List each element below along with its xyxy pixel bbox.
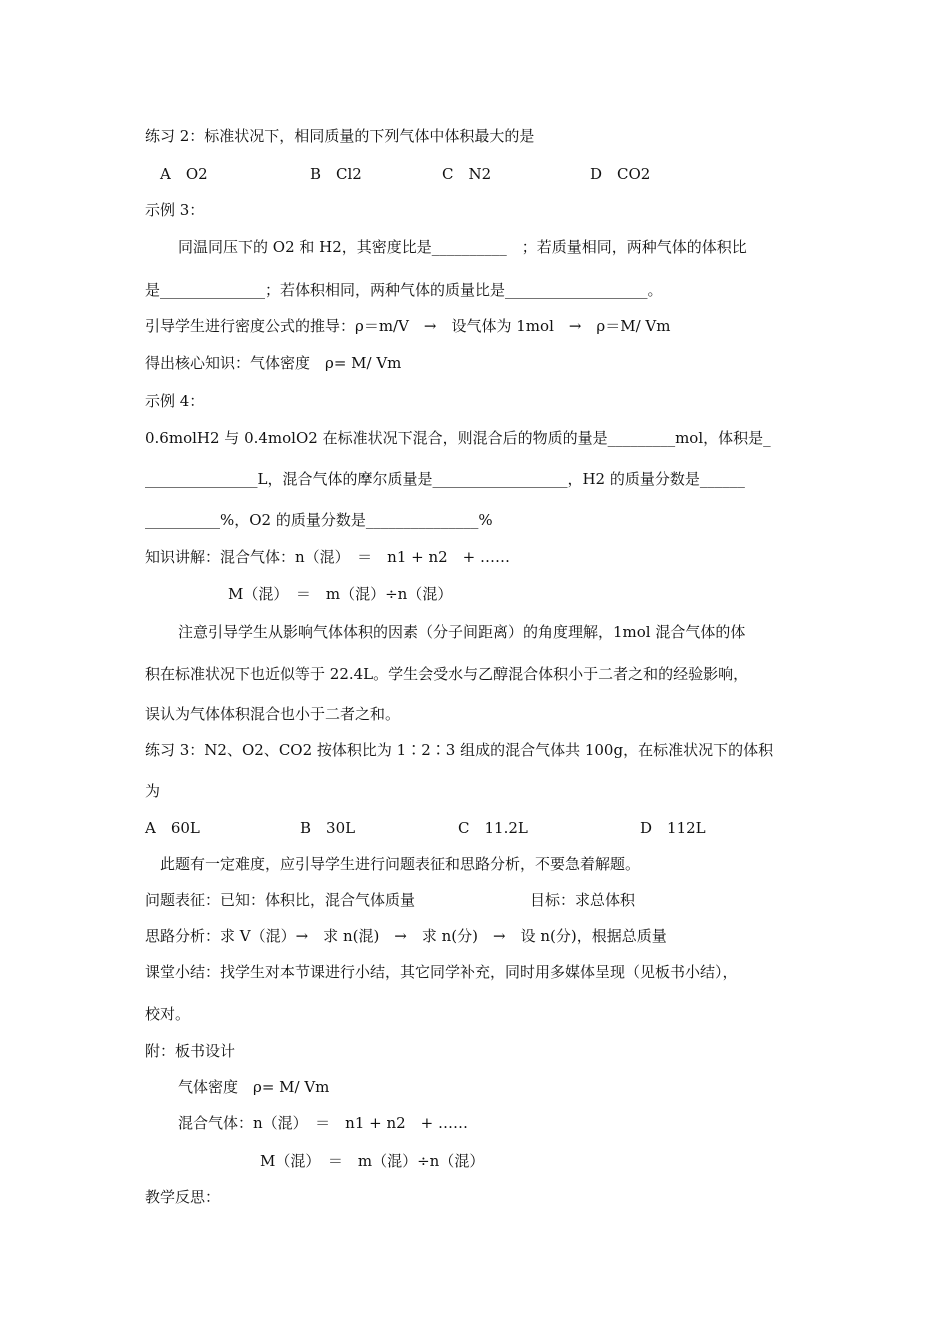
sample3-line2: 是______________；若体积相同，两种气体的质量比是___________________。	[145, 281, 663, 299]
board-mixed-gas-m: M（混） ＝ m（混）÷n（混）	[260, 1152, 485, 1170]
board-design-title: 附：板书设计	[145, 1042, 236, 1060]
exercise2-option-d: D CO2	[590, 165, 651, 183]
exercise2-option-c: C N2	[442, 165, 492, 183]
teaching-note-line2: 积在标准状况下也近似等于 22.4L。学生会受水与乙醇混合体积小于二者之和的经验影响，	[145, 665, 749, 683]
problem-representation: 问题表征：已知：体积比，混合气体质量	[145, 891, 416, 909]
sample4-line1: 0.6molH2 与 0.4molO2 在标准状况下混合，则混合后的物质的量是_________mol，体积是_	[145, 429, 771, 447]
exercise2-option-b: B Cl2	[310, 165, 362, 183]
exercise2-option-a: A O2	[160, 165, 208, 183]
density-derivation: 引导学生进行密度公式的推导：ρ＝m/V → 设气体为 1mol → ρ＝M/ Vm	[145, 317, 671, 335]
teaching-reflection: 教学反思：	[145, 1188, 221, 1206]
exercise3-question: 练习 3：N2、O2、CO2 按体积比为 1∶2∶3 组成的混合气体共 100g，在标准状况下的体积	[145, 741, 774, 759]
teaching-note-line1: 注意引导学生从影响气体体积的因素（分子间距离）的角度理解，1mol 混合气体的体	[178, 623, 746, 641]
board-density: 气体密度 ρ= M/ Vm	[178, 1078, 330, 1096]
sample3-title: 示例 3：	[145, 201, 205, 219]
class-summary-line2: 校对。	[145, 1005, 191, 1023]
knowledge-mixed-gas-n: 知识讲解：混合气体：n（混） ＝ n1 + n2 + ……	[145, 548, 511, 566]
exercise3-option-c: C 11.2L	[458, 819, 528, 837]
exercise2-question: 练习 2：标准状况下，相同质量的下列气体中体积最大的是	[145, 127, 535, 145]
knowledge-mixed-gas-m: M（混） ＝ m（混）÷n（混）	[228, 585, 453, 603]
teaching-note-line3: 误认为气体体积混合也小于二者之和。	[145, 705, 401, 723]
exercise3-option-b: B 30L	[300, 819, 356, 837]
exercise3-option-a: A 60L	[145, 819, 200, 837]
exercise3-question-cont: 为	[145, 782, 161, 800]
sample4-line3: __________%，O2 的质量分数是_______________%	[145, 511, 493, 529]
sample4-title: 示例 4：	[145, 392, 205, 410]
reasoning-analysis: 思路分析：求 V（混）→ 求 n(混) → 求 n(分) → 设 n(分)，根据总质量	[145, 927, 667, 945]
exercise3-option-d: D 112L	[640, 819, 706, 837]
sample3-line1: 同温同压下的 O2 和 H2，其密度比是__________ ；若质量相同，两种气体的体积比	[178, 238, 747, 256]
sample4-line2: _______________L，混合气体的摩尔质量是__________________，H2 的质量分数是______	[145, 470, 745, 488]
board-mixed-gas-n: 混合气体：n（混） ＝ n1 + n2 + ……	[178, 1114, 469, 1132]
exercise3-note: 此题有一定难度，应引导学生进行问题表征和思路分析，不要急着解题。	[160, 855, 641, 873]
class-summary-line1: 课堂小结：找学生对本节课进行小结，其它同学补充，同时用多媒体呈现（见板书小结），	[145, 963, 738, 981]
core-knowledge: 得出核心知识：气体密度 ρ= M/ Vm	[145, 354, 402, 372]
problem-goal: 目标：求总体积	[530, 891, 636, 909]
